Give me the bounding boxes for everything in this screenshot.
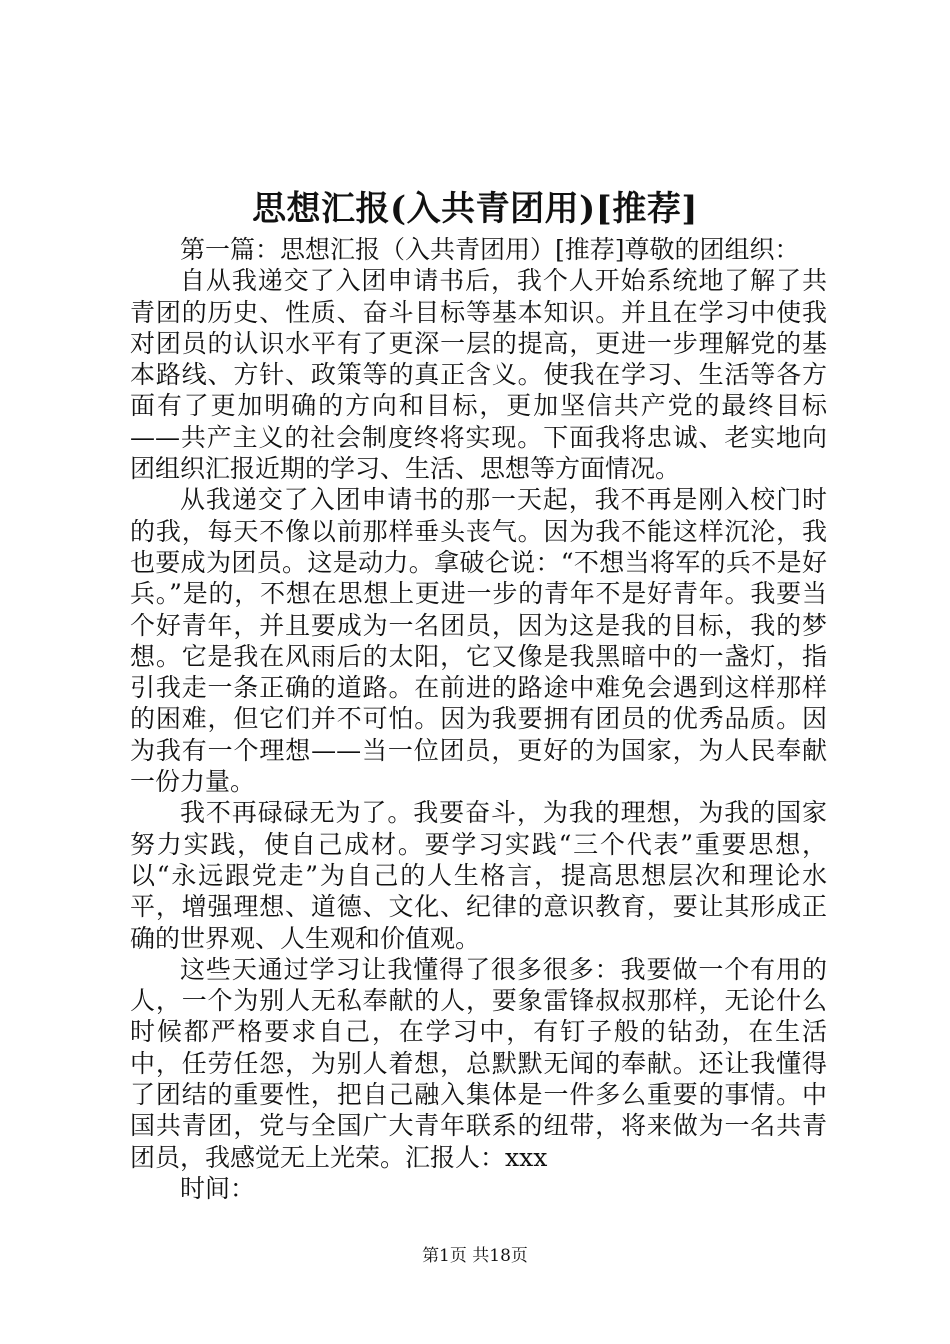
document-title: 思想汇报(入共青团用)[推荐] bbox=[252, 189, 698, 229]
paragraph-4: 这些天通过学习让我懂得了很多很多：我要做一个有用的人，一个为别人无私奉献的人，要象雷锋叔叔那样，无论什么时候都严格要求自己，在学习中，有钉子般的钻劲，在生活中，任劳任怨，为别人着想，总默默无闻的奉献。还让我懂得了团结的重要性，把自己融入集体是一件多么重要的事情。中国共青团，党与全国广大青年联系的纽带，将来做为一名共青团员，我感觉无上光荣。汇报人：xxx bbox=[130, 954, 827, 1172]
page-footer: 第1页 共18页 bbox=[422, 1246, 528, 1266]
paragraph-3: 我不再碌碌无为了。我要奋斗，为我的理想，为我的国家努力实践，使自己成材。要学习实践“三个代表”重要思想，以“永远跟党走”为自己的人生格言，提高思想层次和理论水平，增强理想、道德、文化、纪律的意识教育，要让其形成正确的世界观、人生观和价值观。 bbox=[130, 798, 827, 953]
paragraph-1: 自从我递交了入团申请书后，我个人开始系统地了解了共青团的历史、性质、奋斗目标等基本知识。并且在学习中使我对团员的认识水平有了更深一层的提高，更进一步理解党的基本路线、方针、政策等的真正含义。使我在学习、生活等各方面有了更加明确的方向和目标，更加坚信共产党的最终目标——共产主义的社会制度终将实现。下面我将忠诚、老实地向团组织汇报近期的学习、生活、思想等方面情况。 bbox=[130, 266, 827, 484]
time-label: 时间： bbox=[180, 1173, 256, 1203]
paragraph-2: 从我递交了入团申请书的那一天起，我不再是刚入校门时的我，每天不像以前那样垂头丧气。因为我不能这样沉沦，我也要成为团员。这是动力。拿破仑说：“不想当将军的兵不是好兵。”是的，不想在思想上更进一步的青年不是好青年。我要当个好青年，并且要成为一名团员，因为这是我的目标，我的梦想。它是我在风雨后的太阳，它又像是我黑暗中的一盏灯，指引我走一条正确的道路。在前进的路途中难免会遇到这样那样的困难，但它们并不可怕。因为我要拥有团员的优秀品质。因为我有一个理想——当一位团员，更好的为国家，为人民奉献一份力量。 bbox=[130, 485, 827, 797]
intro-line: 第一篇：思想汇报（入共青团用）[推荐]尊敬的团组织： bbox=[180, 235, 800, 264]
document-body bbox=[130, 234, 827, 1204]
